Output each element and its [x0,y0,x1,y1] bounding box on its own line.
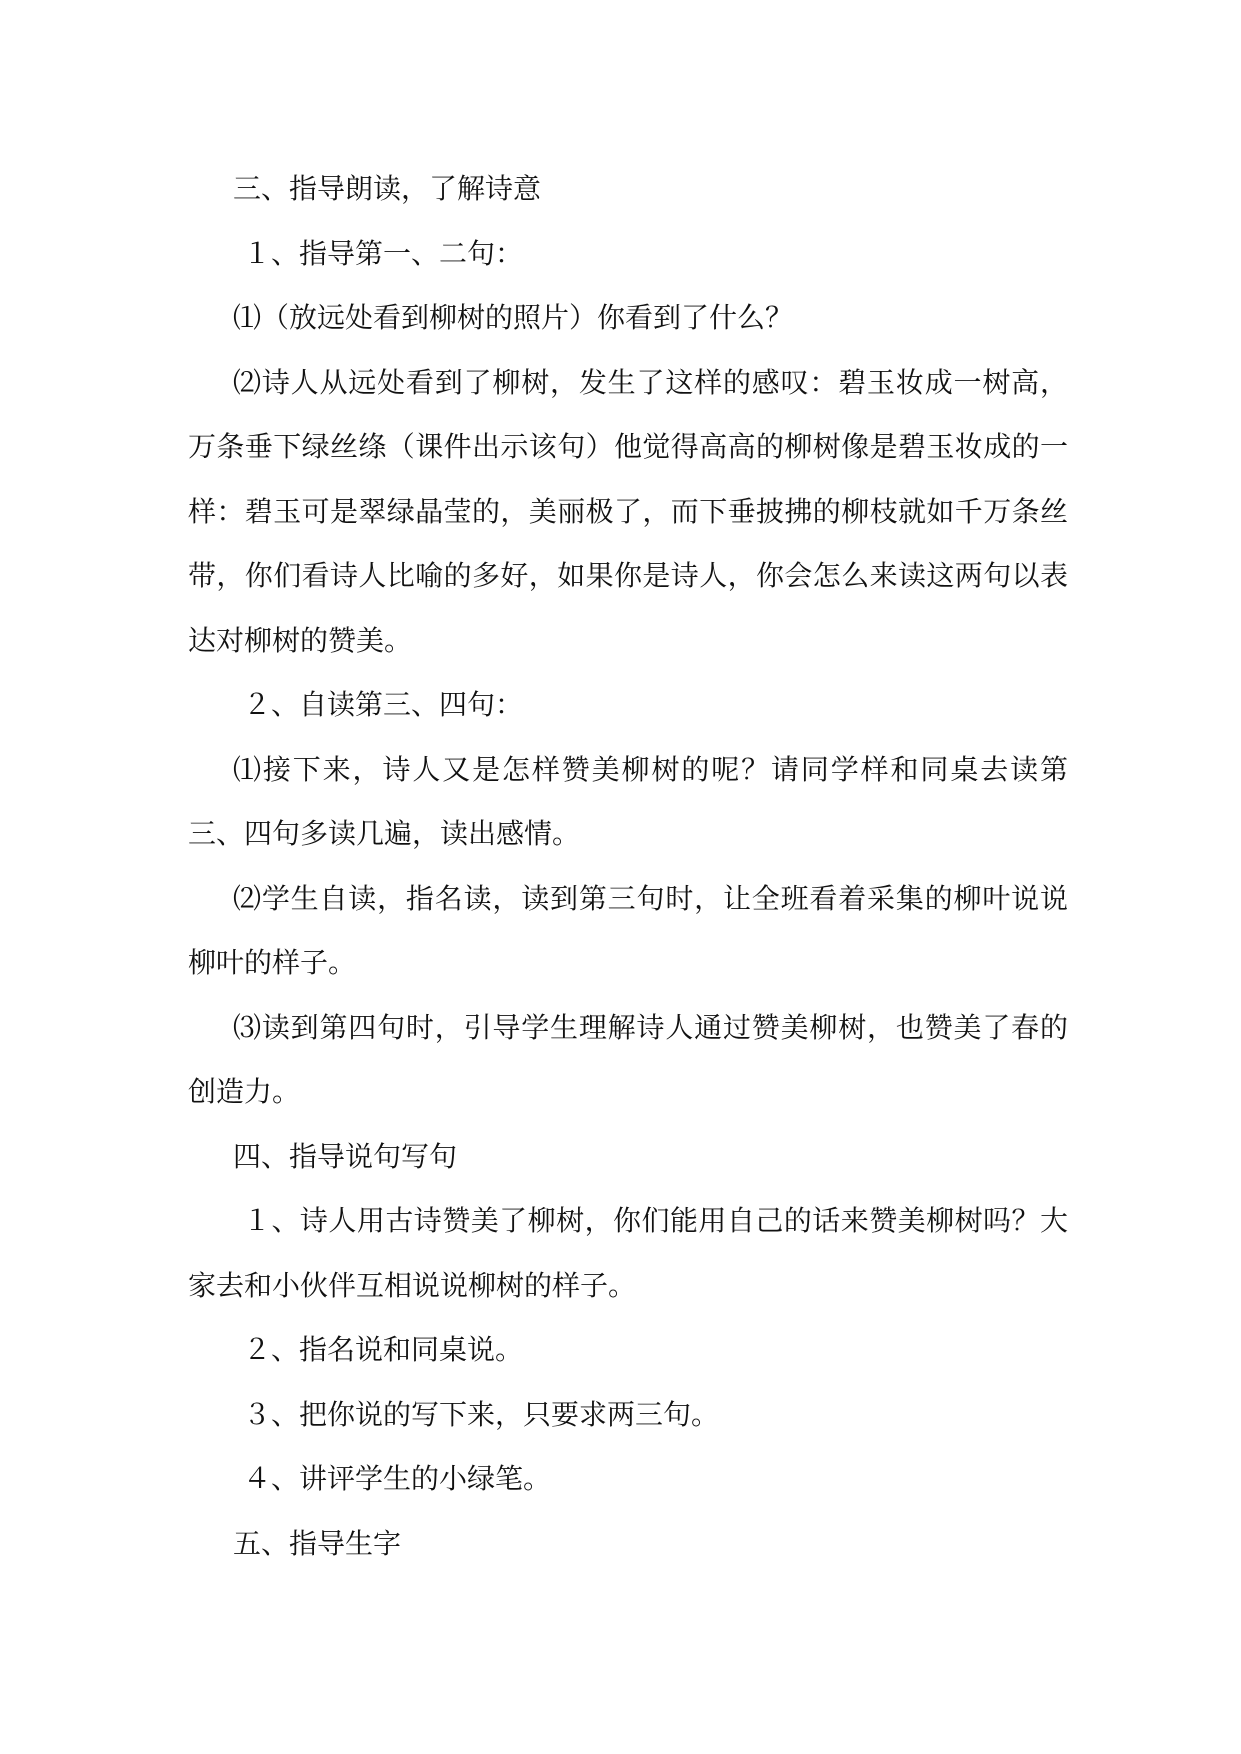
list-item: ３、把你说的写下来，只要求两三句。 [243,1397,720,1431]
list-item: ４、讲评学生的小绿笔。 [243,1462,552,1495]
list-item: ２、自读第三、四句： [243,688,524,721]
list-item: ⑴（放远处看到柳树的照片）你看到了什么？ [233,301,794,334]
section-heading-4: 四、指导说句写句 [233,1139,458,1173]
section-heading-5: 五、指导生字 [233,1526,402,1560]
paragraph: ⑵学生自读，指名读，读到第三句时，让全班看着采集的柳叶说说柳叶的样子。 [188,881,1068,979]
list-item: １、指导第一、二句： [243,236,524,270]
list-item: ２、指名说和同桌说。 [243,1333,524,1366]
paragraph: ⑶读到第四句时，引导学生理解诗人通过赞美柳树，也赞美了春的创造力。 [188,1010,1068,1108]
document-body [188,157,1068,1576]
paragraph: ⑵诗人从远处看到了柳树，发生了这样的感叹：碧玉妆成一树高，万条垂下绿丝绦（课件出示该句）他觉得高高的柳树像是碧玉妆成的一样：碧玉可是翠绿晶莹的，美丽极了，而下垂披拂的柳枝就如千万条丝带，你们看诗人比喻的多好，如果你是诗人，你会怎么来读这两句以表达对柳树的赞美。 [188,365,1068,657]
section-heading-3: 三、指导朗读，了解诗意 [233,172,542,205]
paragraph: １、诗人用古诗赞美了柳树，你们能用自己的话来赞美柳树吗？大家去和小伙伴互相说说柳树的样子。 [188,1204,1068,1302]
paragraph: ⑴接下来，诗人又是怎样赞美柳树的呢？请同学样和同桌去读第三、四句多读几遍，读出感情。 [188,752,1068,850]
